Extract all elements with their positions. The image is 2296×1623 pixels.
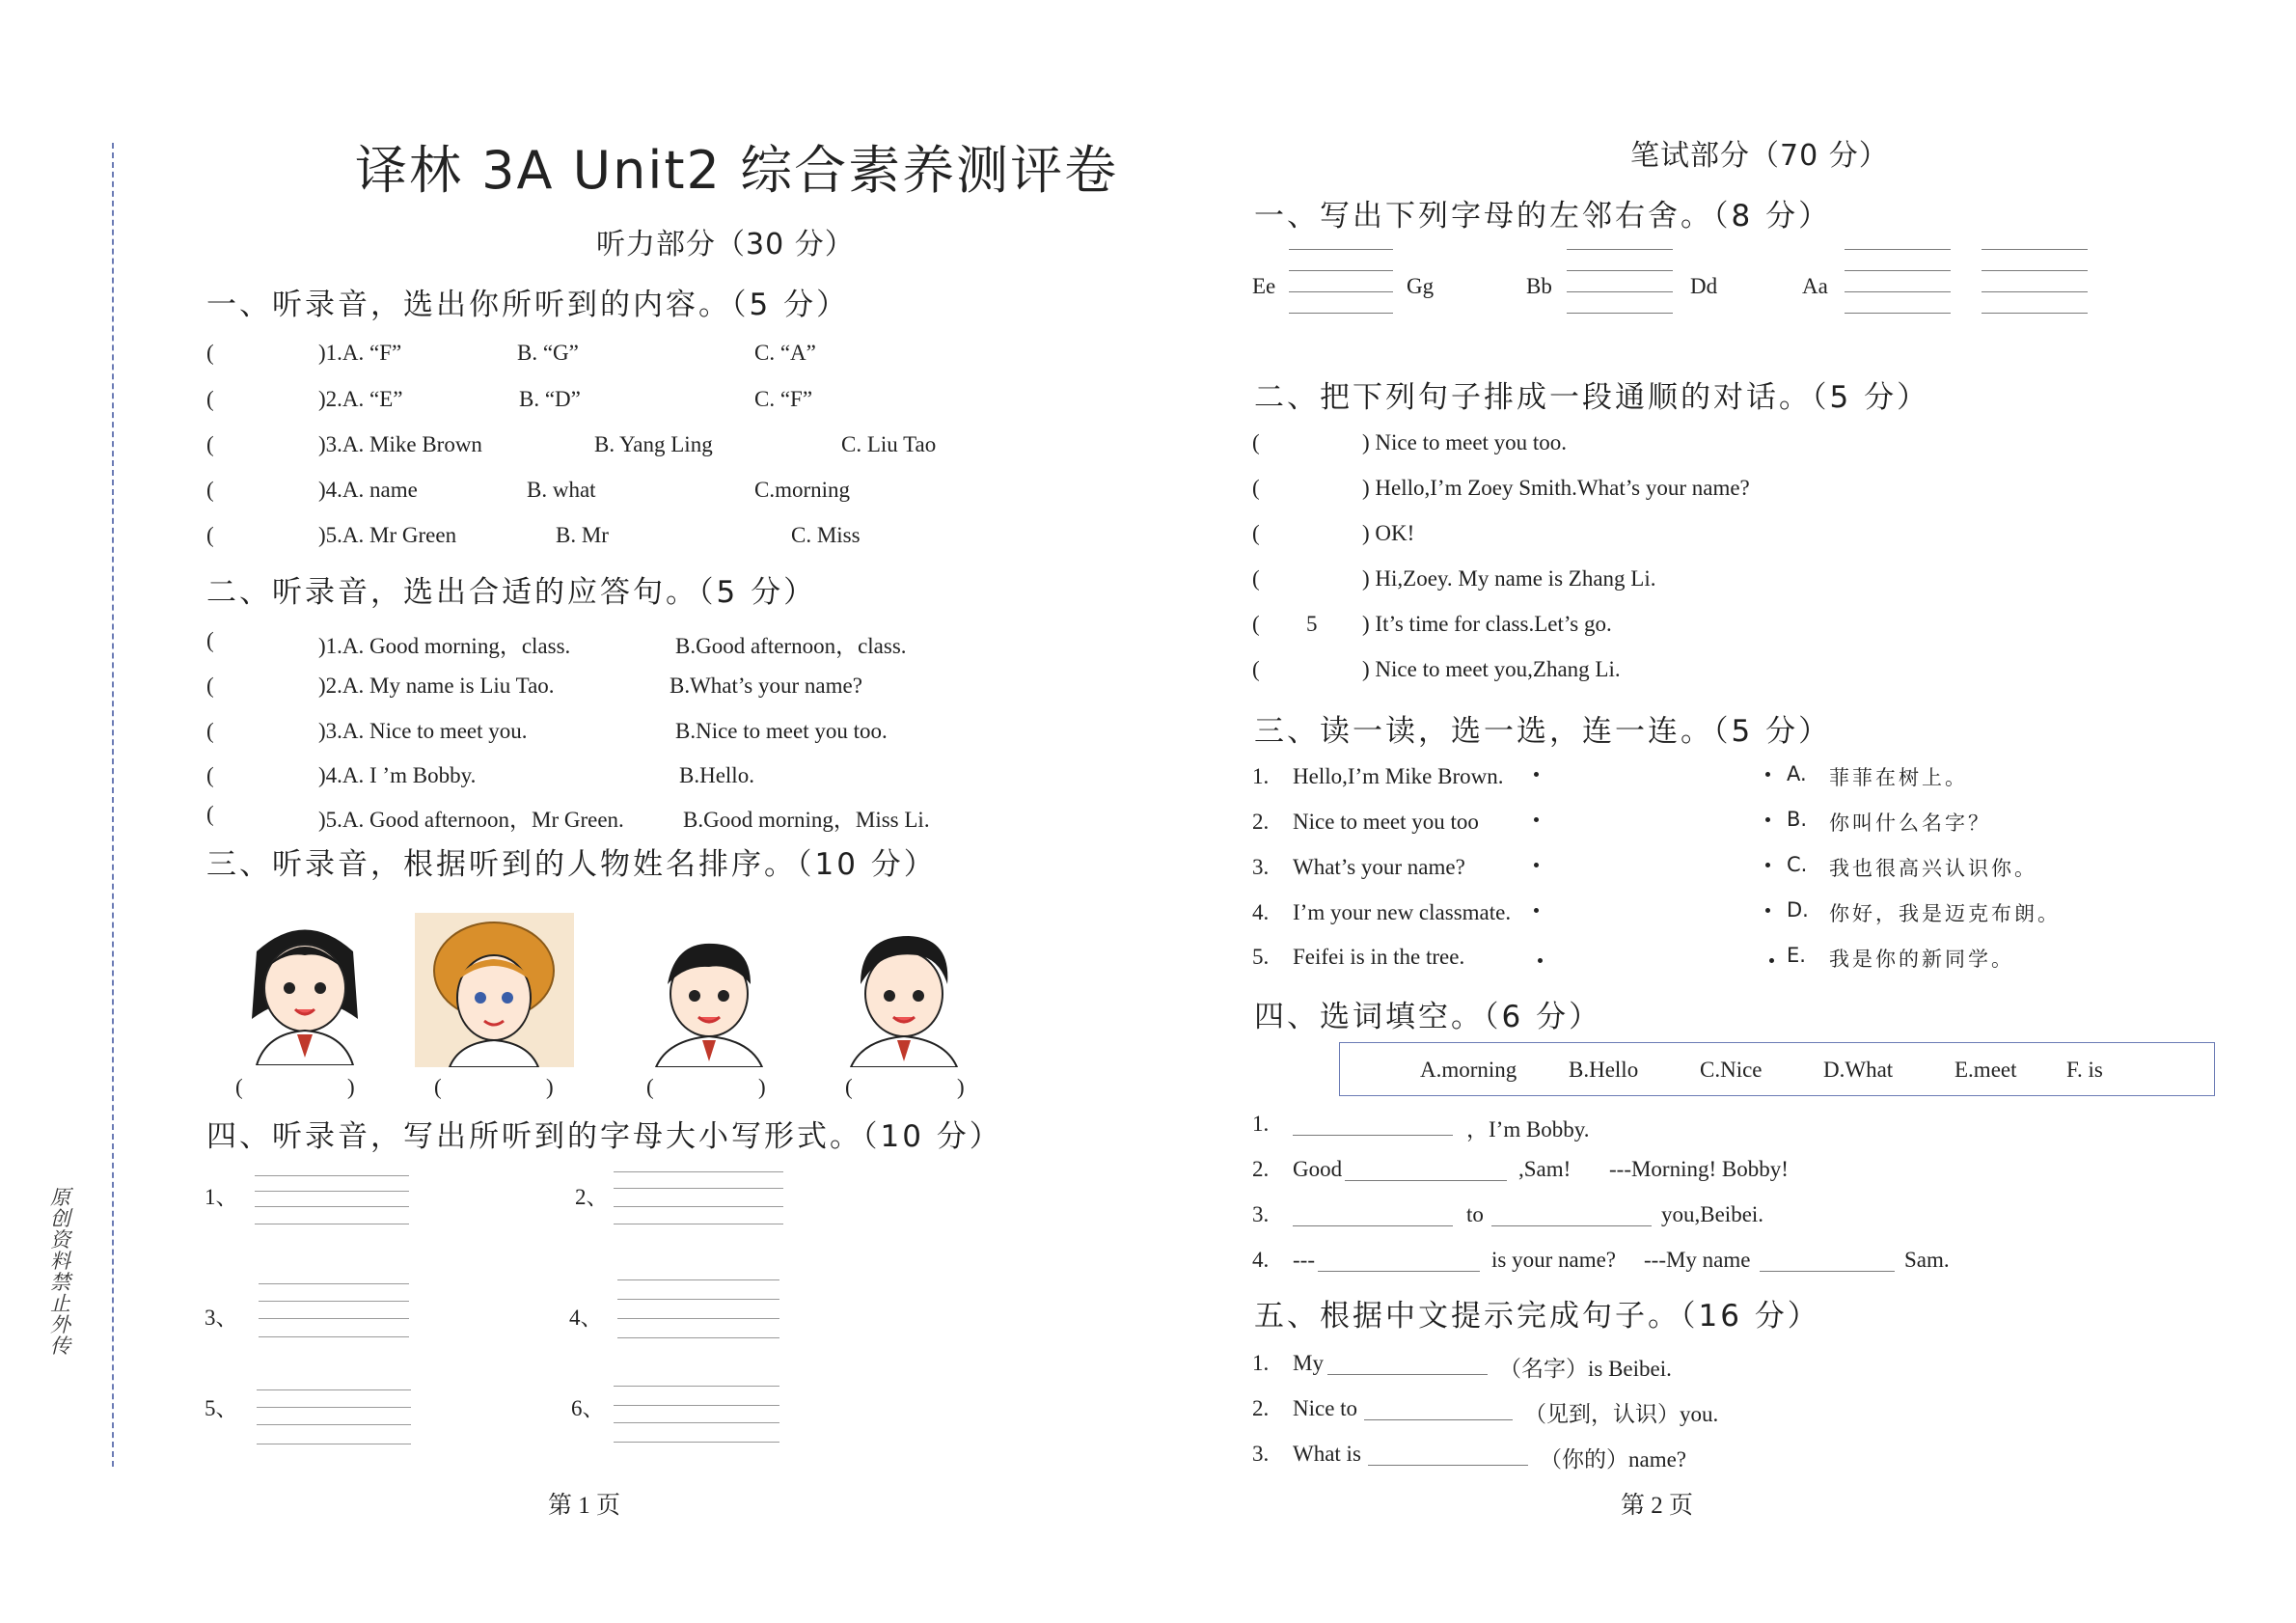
answer-paren-close: ) (546, 1075, 554, 1099)
match-number: 2. (1252, 810, 1270, 834)
writing-line[interactable] (1982, 313, 2088, 314)
match-english: Hello,I’m Mike Brown. (1293, 764, 1504, 788)
paren-open: ( (206, 674, 214, 698)
word-option: A.morning (1420, 1058, 1517, 1082)
writing-line[interactable] (614, 1188, 783, 1189)
paren-open: ( (206, 432, 214, 456)
option-b: B.Nice to meet you too. (675, 719, 888, 743)
answer-paren-close: ) (957, 1075, 965, 1099)
option-b: B.Good afternoon，class. (675, 634, 907, 658)
write-label: 1、 (205, 1185, 238, 1209)
fill-blank[interactable] (1293, 1225, 1453, 1226)
writing-line[interactable] (617, 1318, 779, 1319)
writing-line[interactable] (259, 1283, 409, 1284)
word-option: F. is (2066, 1058, 2103, 1082)
sentence-hint: （你的）name? (1540, 1447, 1687, 1472)
match-dot-right[interactable] (1765, 817, 1770, 822)
fill-number: 3. (1252, 1202, 1270, 1226)
match-dot-left[interactable] (1534, 908, 1539, 913)
dialogue-line: ) Nice to meet you,Zhang Li. (1362, 657, 1621, 681)
match-letter: C. (1787, 853, 1808, 876)
paren-open: ( (1252, 566, 1260, 591)
option-b: B.What’s your name? (670, 674, 862, 698)
match-english: Nice to meet you too (1293, 810, 1479, 834)
written-heading: 笔试部分（70 分） (1630, 139, 1889, 173)
writing-line[interactable] (614, 1442, 779, 1443)
girl-illustration (228, 913, 382, 1065)
answer-paren-close: ) (347, 1075, 355, 1099)
writing-line[interactable] (259, 1336, 409, 1337)
match-letter: D. (1787, 898, 1809, 922)
fill-blank[interactable] (1318, 1271, 1480, 1272)
curly-hair-boy-illustration (415, 913, 574, 1067)
letter-gg: Gg (1407, 274, 1435, 298)
paren-open: ( (1252, 476, 1260, 500)
match-number: 1. (1252, 764, 1270, 788)
left-section4-heading: 四、听录音，写出所听到的字母大小写形式。（10 分） (206, 1119, 1002, 1154)
option-b: B.Hello. (679, 763, 754, 787)
left-section3-heading: 三、听录音，根据听到的人物姓名排序。（10 分） (206, 847, 937, 882)
match-dot-right[interactable] (1765, 772, 1770, 777)
paren-open: ( (206, 763, 214, 787)
match-number: 5. (1252, 945, 1270, 969)
option-b: B. “D” (519, 387, 581, 411)
writing-line[interactable] (1567, 313, 1673, 314)
paren-open: ( (206, 719, 214, 743)
match-dot-left[interactable] (1534, 772, 1539, 777)
writing-line[interactable] (617, 1337, 779, 1338)
right-section1-heading: 一、写出下列字母的左邻右舍。（8 分） (1254, 199, 1832, 234)
fill-text: Good (1293, 1157, 1343, 1181)
writing-line[interactable] (617, 1279, 779, 1280)
fill-blank[interactable] (1293, 1135, 1453, 1136)
boy-with-side-hair-illustration (832, 917, 976, 1067)
writing-line[interactable] (1567, 291, 1673, 292)
right-section5-heading: 五、根据中文提示完成句子。（16 分） (1254, 1299, 1820, 1334)
write-label: 3、 (205, 1306, 238, 1330)
match-chinese: 我是你的新同学。 (1829, 948, 2014, 971)
paren-open: ( (206, 523, 214, 547)
sentence-number: 2. (1252, 1396, 1270, 1420)
listening-heading: 听力部分（30 分） (596, 228, 855, 261)
left-section2-heading: 二、听录音，选出合适的应答句。（5 分） (206, 575, 817, 610)
writing-line[interactable] (1982, 249, 2088, 250)
paren-open: ( (206, 802, 214, 826)
order-number: 5 (1306, 612, 1318, 636)
writing-line[interactable] (1289, 291, 1393, 292)
sentence-text: What is (1293, 1442, 1361, 1466)
writing-line[interactable] (614, 1422, 779, 1423)
writing-line[interactable] (1289, 249, 1393, 250)
fill-blank[interactable] (1760, 1271, 1895, 1272)
page-title: 译林 3A Unit2 综合素养测评卷 (355, 140, 1119, 201)
paren-open: ( (1252, 612, 1260, 636)
match-letter: B. (1787, 808, 1808, 831)
option-b: B. what (527, 478, 596, 502)
answer-paren-open: ( (235, 1075, 243, 1099)
sentence-number: 3. (1252, 1442, 1270, 1466)
write-label: 5、 (205, 1396, 238, 1420)
paren-open: ( (1252, 657, 1260, 681)
dialogue-line: ) Hi,Zoey. My name is Zhang Li. (1362, 566, 1656, 591)
sentence-text: Nice to (1293, 1396, 1358, 1420)
fill-text: is your name? (1491, 1248, 1617, 1272)
match-letter: A. (1787, 762, 1807, 785)
word-option: C.Nice (1700, 1058, 1763, 1082)
option-a: )1.A. “F” (318, 341, 402, 365)
match-english: I’m your new classmate. (1293, 900, 1512, 924)
option-c: C.morning (754, 478, 851, 502)
fill-text: ，I’m Bobby. (1466, 1117, 1590, 1142)
option-b: B. Yang Ling (594, 432, 713, 456)
writing-line[interactable] (1289, 270, 1393, 271)
fill-text: ---Morning! Bobby! (1609, 1157, 1789, 1181)
option-a: )2.A. “E” (318, 387, 403, 411)
writing-line[interactable] (1567, 270, 1673, 271)
option-c: C. Liu Tao (841, 432, 937, 456)
boy-illustration (637, 926, 781, 1067)
paren-open: ( (206, 628, 214, 652)
fill-number: 4. (1252, 1248, 1270, 1272)
match-dot-right[interactable] (1765, 908, 1770, 913)
writing-line[interactable] (1845, 270, 1951, 271)
fill-number: 2. (1252, 1157, 1270, 1181)
option-a: )3.A. Nice to meet you. (318, 719, 528, 743)
writing-line[interactable] (1982, 270, 2088, 271)
sentence-hint: （见到，认识）you. (1524, 1402, 1719, 1426)
writing-line[interactable] (1567, 249, 1673, 250)
writing-line[interactable] (1289, 313, 1393, 314)
page-number-2: 第 2 页 (1621, 1493, 1694, 1519)
fill-blank[interactable] (1345, 1180, 1507, 1181)
match-chinese: 菲菲在树上。 (1829, 766, 1968, 789)
write-label: 4、 (569, 1306, 603, 1330)
sentence-text: My (1293, 1351, 1324, 1375)
word-option: B.Hello (1569, 1058, 1639, 1082)
writing-line[interactable] (1845, 291, 1951, 292)
option-b: B. “G” (517, 341, 579, 365)
dialogue-line: ) Hello,I’m Zoey Smith.What’s your name? (1362, 476, 1750, 500)
option-a: )1.A. Good morning，class. (318, 634, 571, 658)
match-english: What’s your name? (1293, 855, 1465, 879)
fill-text: you,Beibei. (1661, 1202, 1764, 1226)
writing-line[interactable] (614, 1405, 779, 1406)
writing-line[interactable] (614, 1171, 783, 1172)
option-c: C. “F” (754, 387, 813, 411)
fill-blank[interactable] (1368, 1465, 1528, 1466)
match-chinese: 我也很高兴认识你。 (1829, 857, 2037, 880)
fill-blank[interactable] (1327, 1374, 1488, 1375)
writing-line[interactable] (614, 1386, 779, 1387)
dialogue-line: ) OK! (1362, 521, 1415, 545)
letter-bb: Bb (1526, 274, 1552, 298)
answer-paren-open: ( (434, 1075, 442, 1099)
answer-paren-open: ( (845, 1075, 853, 1099)
option-b: B.Good morning，Miss Li. (683, 808, 930, 832)
writing-line[interactable] (1845, 313, 1951, 314)
writing-line[interactable] (617, 1299, 779, 1300)
paren-open: ( (1252, 430, 1260, 454)
paren-open: ( (1252, 521, 1260, 545)
option-a: )4.A. name (318, 478, 418, 502)
fill-text: ,Sam! (1518, 1157, 1572, 1181)
sentence-number: 1. (1252, 1351, 1270, 1375)
fill-text: ---My name (1644, 1248, 1751, 1272)
match-dot-left[interactable] (1534, 863, 1539, 867)
fill-number: 1. (1252, 1112, 1270, 1136)
match-dot-left[interactable] (1538, 958, 1543, 963)
letter-dd: Dd (1690, 274, 1718, 298)
dialogue-line: ) It’s time for class.Let’s go. (1362, 612, 1612, 636)
paren-open: ( (206, 387, 214, 411)
dialogue-line: ) Nice to meet you too. (1362, 430, 1568, 454)
word-option: D.What (1823, 1058, 1894, 1082)
option-c: C. Miss (791, 523, 861, 547)
match-chinese: 你叫什么名字？ (1829, 812, 1991, 835)
margin-note: 原创资料 禁止外传 (50, 1186, 70, 1358)
match-dot-right[interactable] (1769, 958, 1774, 963)
option-a: )5.A. Good afternoon，Mr Green. (318, 808, 624, 832)
right-section3-heading: 三、读一读，选一选，连一连。（5 分） (1254, 714, 1832, 749)
answer-paren-close: ) (758, 1075, 766, 1099)
writing-line[interactable] (255, 1175, 409, 1176)
writing-line[interactable] (1982, 291, 2088, 292)
writing-line[interactable] (257, 1424, 411, 1425)
word-option: E.meet (1954, 1058, 2017, 1082)
option-a: )4.A. I ’m Bobby. (318, 763, 477, 787)
right-section4-heading: 四、选词填空。（6 分） (1254, 1000, 1602, 1034)
write-label: 6、 (571, 1396, 605, 1420)
writing-line[interactable] (257, 1407, 411, 1408)
match-number: 3. (1252, 855, 1270, 879)
option-c: C. “A” (754, 341, 816, 365)
binding-margin-line (112, 143, 114, 1467)
page-number-1: 第 1 页 (548, 1493, 621, 1519)
match-letter: E. (1787, 944, 1806, 967)
writing-line[interactable] (614, 1206, 783, 1207)
fill-blank[interactable] (1364, 1419, 1513, 1420)
fill-text: to (1466, 1202, 1484, 1226)
writing-line[interactable] (259, 1301, 409, 1302)
writing-line[interactable] (259, 1318, 409, 1319)
fill-text: Sam. (1904, 1248, 1950, 1272)
paren-open: ( (206, 341, 214, 365)
option-a: )5.A. Mr Green (318, 523, 457, 547)
match-dot-left[interactable] (1534, 817, 1539, 822)
writing-line[interactable] (257, 1389, 411, 1390)
option-a: )2.A. My name is Liu Tao. (318, 674, 555, 698)
right-section2-heading: 二、把下列句子排成一段通顺的对话。（5 分） (1254, 380, 1930, 415)
option-a: )3.A. Mike Brown (318, 432, 482, 456)
letter-aa: Aa (1802, 274, 1828, 298)
fill-text: --- (1293, 1248, 1315, 1272)
writing-line[interactable] (255, 1206, 409, 1207)
left-section1-heading: 一、听录音，选出你所听到的内容。（5 分） (206, 288, 850, 322)
answer-paren-open: ( (646, 1075, 654, 1099)
writing-line[interactable] (255, 1191, 409, 1192)
letter-ee: Ee (1252, 274, 1276, 298)
match-dot-right[interactable] (1765, 863, 1770, 867)
match-chinese: 你好，我是迈克布朗。 (1829, 902, 2061, 925)
fill-blank[interactable] (1491, 1225, 1652, 1226)
option-b: B. Mr (556, 523, 609, 547)
match-number: 4. (1252, 900, 1270, 924)
match-english: Feifei is in the tree. (1293, 945, 1465, 969)
paren-open: ( (206, 478, 214, 502)
write-label: 2、 (575, 1185, 609, 1209)
writing-line[interactable] (1845, 249, 1951, 250)
sentence-hint: （名字）is Beibei. (1499, 1357, 1672, 1381)
